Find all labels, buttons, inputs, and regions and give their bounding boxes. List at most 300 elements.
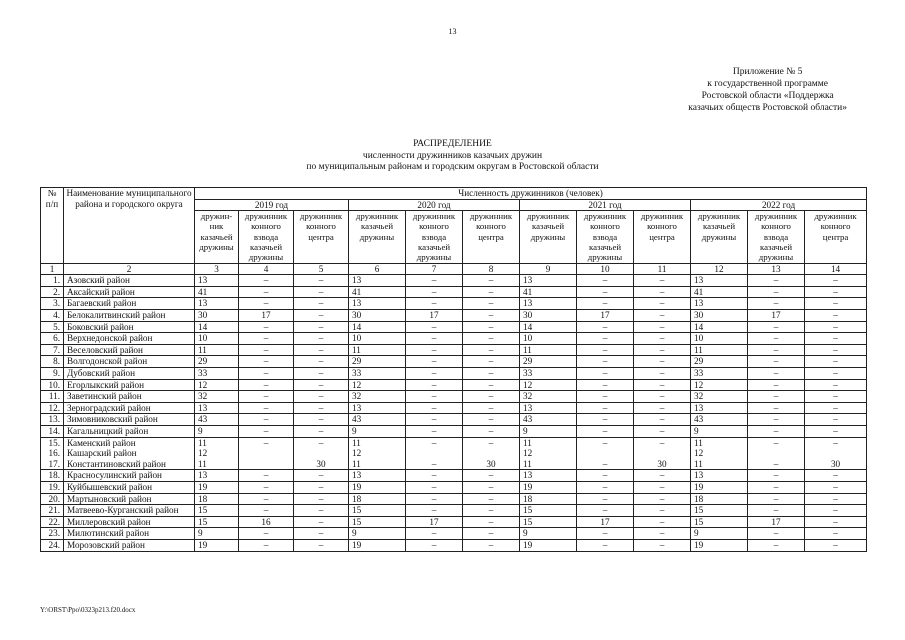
- row-number: 14.: [41, 425, 64, 437]
- value-cell: –: [406, 505, 463, 517]
- value-cell: –: [634, 470, 691, 482]
- value-cell: 41: [349, 286, 406, 298]
- value-cell: –: [577, 356, 634, 368]
- column-number: 12: [691, 263, 748, 275]
- district-name: Багаевский район: [64, 298, 195, 310]
- value-cell: 32: [520, 391, 577, 403]
- value-cell: 9: [520, 425, 577, 437]
- district-name: Зимовниковский район: [64, 414, 195, 426]
- table-row: [41, 344, 867, 356]
- value-cell: –: [239, 481, 294, 493]
- value-cell: –: [406, 470, 463, 482]
- value-cell: –: [239, 356, 294, 368]
- value-cell: –: [463, 481, 520, 493]
- value-cell: 12: [195, 379, 239, 391]
- value-cell: 29: [520, 356, 577, 368]
- value-cell-line: [636, 448, 688, 459]
- table-row: [41, 298, 867, 310]
- year-header: 2019 год: [195, 199, 349, 211]
- distribution-table: [40, 187, 867, 552]
- value-cell: –: [294, 425, 349, 437]
- district-name-line: Константиновский район: [67, 458, 166, 469]
- value-cell: 9: [195, 528, 239, 540]
- title-heading: РАСПРЕДЕЛЕНИЕ: [413, 139, 492, 149]
- value-cell-line: –: [488, 437, 494, 448]
- value-cell: –: [239, 539, 294, 551]
- table-row: [41, 368, 867, 380]
- value-cell: –: [406, 414, 463, 426]
- value-cell: [195, 437, 239, 470]
- value-cell: –: [805, 368, 867, 380]
- value-cell: –: [634, 298, 691, 310]
- value-cell: 17: [577, 516, 634, 528]
- value-cell: –: [239, 402, 294, 414]
- value-cell: –: [577, 286, 634, 298]
- value-cell: –: [577, 493, 634, 505]
- value-cell: –: [748, 528, 805, 540]
- value-cell: 30: [691, 310, 748, 322]
- value-cell: 43: [349, 414, 406, 426]
- value-cell: –: [805, 298, 867, 310]
- value-cell: –: [294, 505, 349, 517]
- value-cell: 10: [349, 333, 406, 345]
- table-row: [41, 528, 867, 540]
- value-cell: –: [577, 321, 634, 333]
- value-cell-line: 11: [198, 458, 207, 469]
- value-cell-line: 11: [352, 458, 361, 469]
- column-number: 13: [748, 263, 805, 275]
- value-cell: –: [805, 493, 867, 505]
- value-cell: –: [748, 344, 805, 356]
- value-cell: –: [463, 379, 520, 391]
- table-row: [41, 539, 867, 551]
- value-cell: 19: [520, 481, 577, 493]
- value-cell: 13: [520, 298, 577, 310]
- value-cell: –: [294, 275, 349, 287]
- sub-header: дружинник конного взвода казачьей дружины: [239, 211, 294, 263]
- value-cell-line: –: [431, 437, 437, 448]
- value-cell: 13: [349, 470, 406, 482]
- value-cell: –: [406, 528, 463, 540]
- value-cell: 9: [349, 528, 406, 540]
- value-cell: 33: [691, 368, 748, 380]
- value-cell: –: [463, 344, 520, 356]
- value-cell: –: [634, 379, 691, 391]
- value-cell: –: [577, 391, 634, 403]
- value-cell: –: [406, 379, 463, 391]
- sub-header: дружинник казачьей дружины: [520, 211, 577, 263]
- value-cell: 13: [520, 470, 577, 482]
- value-cell: 18: [691, 493, 748, 505]
- value-cell-line: [750, 448, 802, 459]
- title-line: численности дружинников казачьих дружин: [362, 150, 543, 161]
- value-cell-line: 30: [316, 458, 326, 469]
- value-cell: [634, 437, 691, 470]
- value-cell: 15: [691, 516, 748, 528]
- table-row: [41, 379, 867, 391]
- district-name: Мартыновский район: [64, 493, 195, 505]
- value-cell: –: [406, 368, 463, 380]
- column-number: 3: [195, 263, 239, 275]
- value-cell: –: [577, 333, 634, 345]
- value-cell: 14: [691, 321, 748, 333]
- value-cell: 29: [691, 356, 748, 368]
- value-cell: –: [748, 368, 805, 380]
- value-cell-line: [807, 448, 864, 459]
- value-cell-line: 11: [523, 437, 532, 448]
- value-cell: –: [634, 321, 691, 333]
- value-cell: –: [463, 391, 520, 403]
- value-cell: –: [463, 505, 520, 517]
- value-cell: –: [239, 528, 294, 540]
- value-cell: 9: [691, 425, 748, 437]
- row-number: 23.: [41, 528, 64, 540]
- value-cell: –: [294, 321, 349, 333]
- value-cell: –: [406, 356, 463, 368]
- value-cell: –: [748, 379, 805, 391]
- value-cell: 19: [195, 481, 239, 493]
- value-cell: –: [463, 528, 520, 540]
- table-row: [41, 505, 867, 517]
- value-cell: –: [463, 286, 520, 298]
- value-cell: [463, 437, 520, 470]
- appendix-line: Ростовской области «Поддержка: [701, 91, 834, 101]
- value-cell: –: [406, 333, 463, 345]
- value-cell: 32: [349, 391, 406, 403]
- value-cell: –: [748, 286, 805, 298]
- value-cell-line: 11: [198, 437, 207, 448]
- value-cell: –: [463, 493, 520, 505]
- value-cell: –: [577, 481, 634, 493]
- value-cell: –: [239, 414, 294, 426]
- value-cell-line: 11: [694, 458, 703, 469]
- value-cell: –: [634, 356, 691, 368]
- value-cell: –: [805, 516, 867, 528]
- value-cell: 18: [349, 493, 406, 505]
- row-number: 20.: [41, 493, 64, 505]
- district-name: Кагальницкий район: [64, 425, 195, 437]
- value-cell: –: [577, 470, 634, 482]
- value-cell-line: [465, 448, 517, 459]
- value-cell: –: [239, 344, 294, 356]
- value-cell: –: [748, 321, 805, 333]
- value-cell: 17: [577, 310, 634, 322]
- column-number: 9: [520, 263, 577, 275]
- value-cell: –: [634, 481, 691, 493]
- value-cell: –: [805, 391, 867, 403]
- value-cell: –: [748, 402, 805, 414]
- value-cell: –: [805, 539, 867, 551]
- row-number: 7.: [41, 344, 64, 356]
- value-cell: 11: [195, 344, 239, 356]
- value-cell: 13: [349, 298, 406, 310]
- row-number: 13.: [41, 414, 64, 426]
- appendix-line: Приложение № 5: [732, 67, 803, 77]
- value-cell: –: [634, 539, 691, 551]
- value-cell: 9: [195, 425, 239, 437]
- value-cell-line: 30: [830, 458, 841, 469]
- column-number: 4: [239, 263, 294, 275]
- value-cell: 12: [691, 379, 748, 391]
- table-row: [41, 310, 867, 322]
- sub-header: дружинник конного взвода казачьей дружины: [577, 211, 634, 263]
- value-cell: 32: [691, 391, 748, 403]
- value-cell: –: [294, 333, 349, 345]
- value-cell: –: [577, 298, 634, 310]
- row-number: 4.: [41, 310, 64, 322]
- value-cell: –: [463, 414, 520, 426]
- value-cell: 9: [520, 528, 577, 540]
- value-cell: 15: [195, 505, 239, 517]
- value-cell-line: –: [602, 458, 608, 469]
- table-body: [41, 263, 867, 551]
- file-path-footer: Y:\ORST\Ppo\0323p213.f20.docx: [40, 606, 136, 614]
- value-cell: –: [634, 516, 691, 528]
- value-cell: –: [805, 505, 867, 517]
- value-cell: –: [748, 275, 805, 287]
- value-cell: –: [805, 356, 867, 368]
- value-cell: 15: [520, 505, 577, 517]
- value-cell-line: 12: [523, 448, 533, 459]
- column-number: 2: [64, 263, 195, 275]
- value-cell: –: [748, 333, 805, 345]
- district-name: Морозовский район: [64, 539, 195, 551]
- row-number: 9.: [41, 368, 64, 380]
- row-number-line: 15.: [48, 437, 60, 448]
- value-cell: 16: [239, 516, 294, 528]
- value-cell: 15: [195, 516, 239, 528]
- value-cell: –: [294, 298, 349, 310]
- value-cell: 13: [691, 298, 748, 310]
- value-cell: [239, 437, 294, 470]
- value-cell: –: [577, 425, 634, 437]
- value-cell: 13: [349, 275, 406, 287]
- value-cell: 17: [406, 516, 463, 528]
- district-name: [64, 437, 195, 470]
- value-cell: –: [294, 379, 349, 391]
- table-row: [41, 481, 867, 493]
- value-cell: 32: [195, 391, 239, 403]
- value-cell: 17: [748, 516, 805, 528]
- value-cell: [748, 437, 805, 470]
- row-number: 11.: [41, 391, 64, 403]
- value-cell: 19: [349, 539, 406, 551]
- value-cell: –: [463, 321, 520, 333]
- value-cell: –: [294, 516, 349, 528]
- column-number: 6: [349, 263, 406, 275]
- row-number: 2.: [41, 286, 64, 298]
- value-cell-line: 11: [352, 437, 361, 448]
- table-row: [41, 333, 867, 345]
- value-cell: 19: [195, 539, 239, 551]
- district-name: Матвеево-Курганский район: [64, 505, 195, 517]
- value-cell: 12: [349, 379, 406, 391]
- table-row: [41, 321, 867, 333]
- value-cell: –: [805, 470, 867, 482]
- row-number: 21.: [41, 505, 64, 517]
- value-cell: 19: [349, 481, 406, 493]
- value-cell-line: 11: [523, 458, 532, 469]
- district-name: Куйбышевский район: [64, 481, 195, 493]
- value-cell: –: [463, 425, 520, 437]
- value-cell-line: –: [318, 437, 324, 448]
- value-cell: –: [748, 481, 805, 493]
- value-cell: –: [463, 470, 520, 482]
- value-cell: –: [805, 528, 867, 540]
- value-cell: 10: [691, 333, 748, 345]
- value-cell: –: [239, 391, 294, 403]
- table-row: [41, 275, 867, 287]
- value-cell: –: [294, 481, 349, 493]
- value-cell: 14: [520, 321, 577, 333]
- value-cell: [520, 437, 577, 470]
- value-cell: 29: [195, 356, 239, 368]
- page-number: 13: [448, 27, 457, 36]
- value-cell-line: 11: [694, 437, 703, 448]
- value-cell: –: [634, 275, 691, 287]
- column-number: 7: [406, 263, 463, 275]
- column-number: 10: [577, 263, 634, 275]
- value-cell: 9: [691, 528, 748, 540]
- value-cell: –: [577, 379, 634, 391]
- value-cell: 15: [349, 505, 406, 517]
- sub-header: дружинник конного центра: [294, 211, 349, 263]
- sub-header: дружинник конного взвода казачьей дружины: [406, 211, 463, 263]
- column-number: 8: [463, 263, 520, 275]
- value-cell: –: [634, 425, 691, 437]
- value-cell: 33: [349, 368, 406, 380]
- district-name: Веселовский район: [64, 344, 195, 356]
- value-cell: 15: [520, 516, 577, 528]
- sub-header: дружинник казачьей дружины: [691, 211, 748, 263]
- value-cell: –: [406, 425, 463, 437]
- value-cell: –: [634, 402, 691, 414]
- value-cell: –: [463, 275, 520, 287]
- value-cell: –: [577, 275, 634, 287]
- row-number: 5.: [41, 321, 64, 333]
- value-cell: –: [294, 391, 349, 403]
- value-cell: 11: [691, 344, 748, 356]
- value-cell: –: [634, 391, 691, 403]
- value-cell: 18: [195, 493, 239, 505]
- value-cell: –: [406, 298, 463, 310]
- table-row: [41, 470, 867, 482]
- row-number: 22.: [41, 516, 64, 528]
- appendix-line: к государственной программе: [707, 79, 829, 89]
- value-cell-line: –: [602, 437, 608, 448]
- value-cell-line: –: [431, 458, 437, 469]
- value-cell: 15: [691, 505, 748, 517]
- column-number-row: [41, 263, 867, 275]
- value-cell: –: [748, 470, 805, 482]
- value-cell: 13: [691, 275, 748, 287]
- value-cell: –: [634, 344, 691, 356]
- value-cell: –: [406, 275, 463, 287]
- value-cell: –: [463, 539, 520, 551]
- value-cell: –: [239, 425, 294, 437]
- value-cell: –: [294, 356, 349, 368]
- sub-header: дружинник конного центра: [634, 211, 691, 263]
- document-title: [0, 139, 905, 174]
- row-number: 19.: [41, 481, 64, 493]
- value-cell: –: [805, 425, 867, 437]
- value-cell: –: [239, 286, 294, 298]
- value-cell: –: [748, 539, 805, 551]
- value-cell: 11: [520, 344, 577, 356]
- value-cell: –: [577, 402, 634, 414]
- district-name: Заветинский район: [64, 391, 195, 403]
- value-cell-line: –: [773, 437, 779, 448]
- value-cell: –: [577, 414, 634, 426]
- value-cell: –: [577, 368, 634, 380]
- value-cell: –: [239, 333, 294, 345]
- appendix-block: [688, 66, 847, 114]
- value-cell: –: [239, 379, 294, 391]
- value-cell: –: [294, 402, 349, 414]
- row-number: 3.: [41, 298, 64, 310]
- value-cell: 13: [691, 402, 748, 414]
- value-cell: –: [406, 321, 463, 333]
- value-cell: –: [805, 275, 867, 287]
- value-cell: –: [406, 286, 463, 298]
- value-cell: –: [748, 391, 805, 403]
- value-cell: [805, 437, 867, 470]
- value-cell: 14: [195, 321, 239, 333]
- col-name-header: Наименование муниципального района и городского округа: [64, 188, 195, 264]
- sub-header: дружинник казачьей дружины: [349, 211, 406, 263]
- row-number: 12.: [41, 402, 64, 414]
- table-row: [41, 402, 867, 414]
- value-cell: –: [577, 344, 634, 356]
- value-cell: –: [406, 481, 463, 493]
- group-header: Численность дружинников (человек): [195, 188, 867, 200]
- value-cell: –: [406, 391, 463, 403]
- value-cell: –: [294, 368, 349, 380]
- value-cell: –: [463, 298, 520, 310]
- value-cell: –: [634, 414, 691, 426]
- value-cell: 19: [691, 481, 748, 493]
- value-cell: –: [748, 298, 805, 310]
- value-cell: –: [634, 528, 691, 540]
- row-number: 24.: [41, 539, 64, 551]
- value-cell: 17: [748, 310, 805, 322]
- table-row: [41, 286, 867, 298]
- row-number: 8.: [41, 356, 64, 368]
- value-cell: –: [805, 333, 867, 345]
- value-cell: –: [239, 368, 294, 380]
- row-number: 1.: [41, 275, 64, 287]
- table-row: [41, 516, 867, 528]
- value-cell: [349, 437, 406, 470]
- value-cell: –: [805, 286, 867, 298]
- table-row-group: [41, 437, 867, 470]
- value-cell: 13: [349, 402, 406, 414]
- value-cell: [406, 437, 463, 470]
- district-name-line: Кашарский район: [67, 448, 137, 459]
- value-cell: 14: [349, 321, 406, 333]
- value-cell: –: [805, 310, 867, 322]
- value-cell: –: [239, 275, 294, 287]
- district-name-line: Каменский район: [67, 437, 136, 448]
- value-cell: –: [748, 493, 805, 505]
- value-cell: [691, 437, 748, 470]
- row-number-line: 16.: [48, 448, 60, 459]
- value-cell: –: [406, 539, 463, 551]
- value-cell: –: [406, 344, 463, 356]
- column-number: 14: [805, 263, 867, 275]
- value-cell: 43: [195, 414, 239, 426]
- value-cell-line: 12: [694, 448, 704, 459]
